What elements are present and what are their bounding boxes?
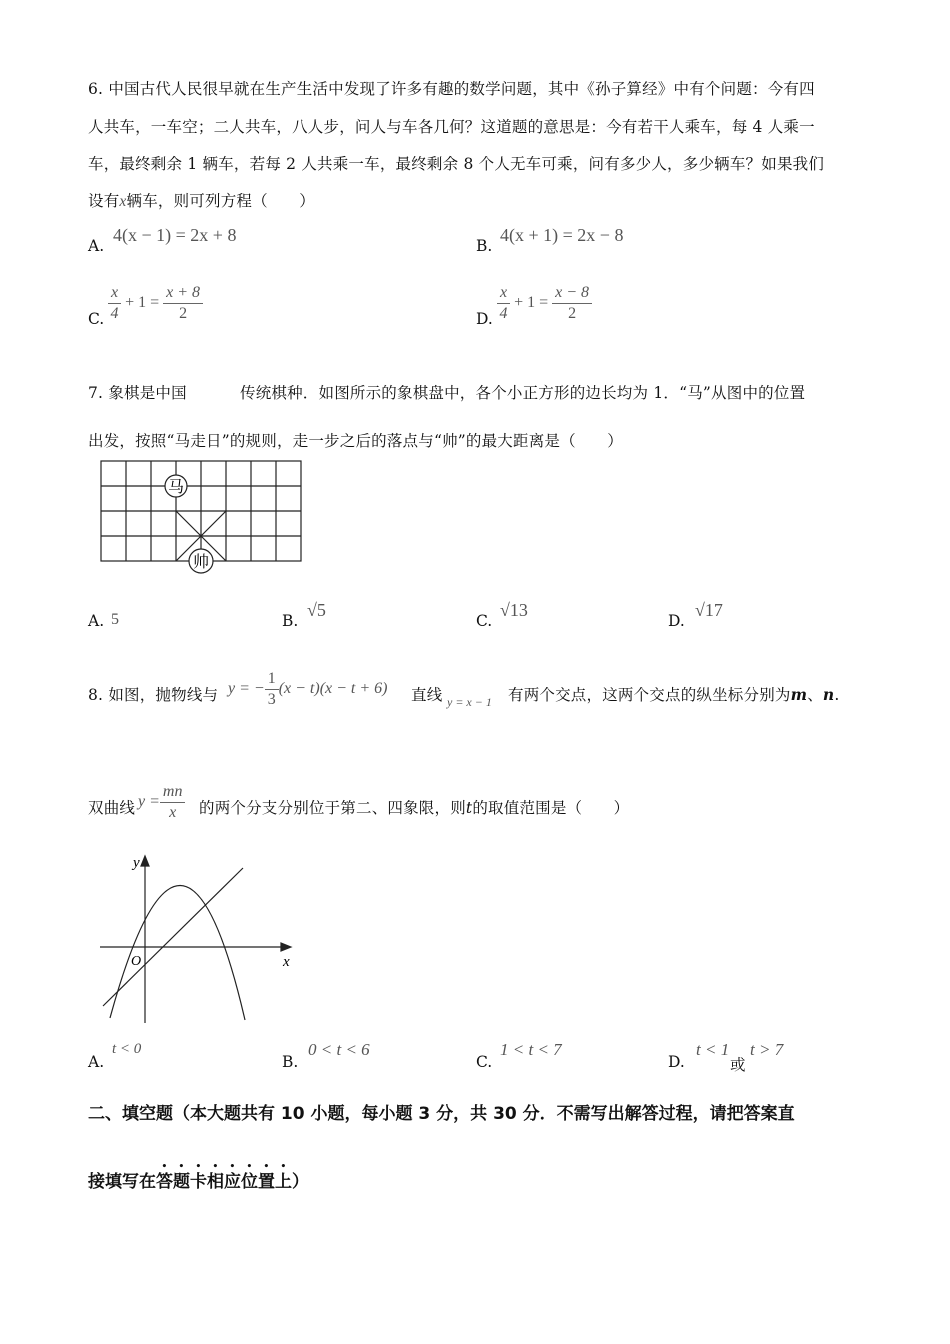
q6-option-b-label: B. (476, 237, 493, 255)
y-axis-label: y (133, 855, 140, 871)
q6-line-3: 车，最终剩余 1 辆车，若每 2 人共乘一车，最终剩余 8 个人无车可乘，问有多少人，多少辆车？如果我们 (88, 155, 825, 173)
q8-line-2-post: 的两个分支分别位于第二、四象限，则t的取值范围是（ ） (199, 799, 630, 817)
q8-parabola-equation: y = − $\frac{1}{3}$ (x − t)(x − t + 6) (228, 670, 388, 708)
q8-line-1-pre: 8. 如图，抛物线与 (88, 686, 219, 704)
q8-option-d-expr-a: t < 1 (696, 1040, 730, 1059)
q8-option-c-label: C. (476, 1053, 493, 1071)
q8-option-b-label: B. (282, 1053, 299, 1071)
q8-option-a-label: A. (88, 1053, 105, 1071)
q7-option-d-label: D. (668, 612, 685, 630)
emphasis-dotted-text: 答题卡相应位置上 (156, 1172, 292, 1192)
q7-line-1b: 传统棋种．如图所示的象棋盘中，各个小正方形的边长均为 1．“马”从图中的位置 (240, 384, 806, 402)
q8-line-equation: y = x − 1 (447, 695, 492, 709)
q6-line-2: 人共车，一车空；二人共车，八人步，问人与车各几何？这道题的意思是：今有若干人乘车，每 4 人乘一 (88, 118, 815, 136)
q6-option-c-label: C. (88, 310, 105, 328)
q8-line-1-post: 有两个交点，这两个交点的纵坐标分别为m、n. (508, 685, 840, 704)
q7-option-c-value: √13 (500, 600, 528, 620)
q7-line-1a: 7. 象棋是中国 (88, 384, 187, 402)
q6-option-a-expr: 4(x − 1) = 2x + 8 (113, 225, 237, 245)
q7-option-a-value: 5 (111, 611, 119, 628)
q7-option-c-label: C. (476, 612, 493, 630)
q8-graph (95, 848, 305, 1028)
q6-option-b-expr: 4(x + 1) = 2x − 8 (500, 225, 624, 245)
parabola-curve (110, 885, 245, 1020)
q6-option-a-label: A. (88, 237, 105, 255)
q7-option-d-value: √17 (695, 600, 723, 620)
y-axis-arrow (141, 856, 149, 866)
horse-piece-label: 马 (167, 477, 185, 496)
section-2-heading-line-1: 二、填空题（本大题共有 10 小题，每小题 3 分，共 30 分．不需写出解答过程，请把答案直 (88, 1104, 795, 1124)
section-2-heading-line-2: 接填写在答题卡相应位置上） (88, 1172, 309, 1192)
q7-option-a-label: A. (88, 612, 105, 630)
q8-option-c-expr: 1 < t < 7 (500, 1040, 562, 1059)
q8-hyperbola-equation: y = $\frac{mn}{x}$ (138, 782, 185, 823)
q6-line-1: 6. 中国古代人民很早就在生产生活中发现了许多有趣的数学问题，其中《孙子算经》中有个问题：今有四 (88, 80, 815, 98)
q8-line-2-pre: 双曲线 (88, 799, 136, 817)
q8-option-d-label: D. (668, 1053, 685, 1071)
q7-option-b-label: B. (282, 612, 299, 630)
q6-option-d-expr: $\frac{x}{4}$ + 1 = $\frac{x - 8}{2}$ (497, 283, 592, 324)
q6-option-d-label: D. (476, 310, 493, 328)
q6-line-4: 设有x辆车，则可列方程（ ） (88, 192, 315, 210)
chessboard-figure (95, 455, 310, 580)
q7-option-b-value: √5 (307, 600, 326, 620)
q8-line-1-mid: 直线 (411, 686, 443, 704)
q6-option-c-expr: $\frac{x}{4}$ + 1 = $\frac{x + 8}{2}$ (108, 283, 203, 324)
x-axis-label: x (283, 954, 290, 970)
q8-option-d-expr-b: t > 7 (750, 1040, 784, 1059)
q8-option-d-or: 或 (730, 1056, 746, 1074)
straight-line (103, 868, 243, 1006)
origin-label: O (131, 954, 142, 969)
q8-option-a-expr: t < 0 (112, 1041, 142, 1057)
q7-line-2: 出发，按照“马走日”的规则，走一步之后的落点与“帅”的最大距离是（ ） (88, 432, 623, 450)
chessboard-grid (101, 461, 301, 561)
x-axis-arrow (281, 943, 291, 951)
q8-option-b-expr: 0 < t < 6 (308, 1040, 370, 1059)
shuai-piece-label: 帅 (192, 552, 210, 571)
